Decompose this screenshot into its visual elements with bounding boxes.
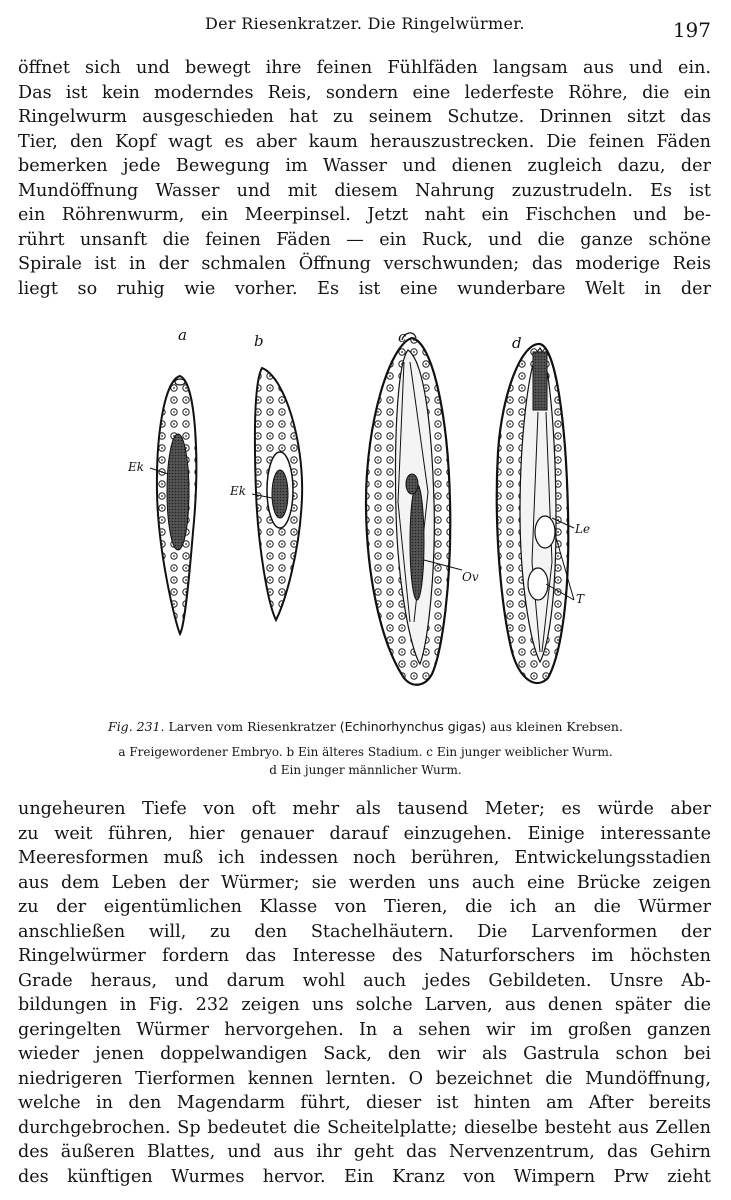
text-line: liegt so ruhig wie vorher. Es ist eine wunderbare Welt in der bbox=[18, 278, 711, 299]
larva-d-drawing bbox=[497, 344, 574, 683]
page-header bbox=[0, 8, 731, 44]
text-line: bemerken jede Bewegung im Wasser und dienen zugleich dazu, der bbox=[18, 156, 711, 176]
page-number: 197 bbox=[672, 18, 711, 42]
caption-title-2: aus kleinen Krebsen. bbox=[490, 719, 623, 734]
caption-title-1: Larven vom Riesenkratzer bbox=[168, 719, 336, 734]
text-line: zu der eigentümlichen Klasse von Tieren, die ich an die Würmer bbox=[18, 897, 711, 917]
text-line: ein Röhrenwurm, ein Meerpinsel. Jetzt naht ein Fischchen und be- bbox=[18, 205, 711, 225]
paragraph-top bbox=[18, 56, 711, 301]
text-line: durchgebrochen. Sp bedeutet die Scheitelplatte; dieselbe besteht aus Zellen bbox=[18, 1117, 711, 1138]
text-line: zu weit führen, hier genauer darauf einzugehen. Einige interessante bbox=[18, 823, 711, 844]
label-ek-a: Ek bbox=[128, 460, 145, 474]
figure-number: Fig. 231. bbox=[108, 719, 165, 734]
text-line: ungeheuren Tiefe von oft mehr als tausend Meter; es würde aber bbox=[18, 799, 711, 819]
figure-231 bbox=[0, 322, 731, 714]
label-t: T bbox=[576, 592, 585, 606]
running-title: Der Riesenkratzer. Die Ringelwürmer. bbox=[205, 14, 525, 33]
caption-legend-line-1: a Freigewordener Embryo. b Ein älteres Stadium. c Ein junger weiblicher Wurm. bbox=[118, 745, 613, 759]
caption-legend-line-2: d Ein junger männlicher Wurm. bbox=[269, 763, 462, 777]
text-line: bildungen in Fig. 232 zeigen uns solche Larven, aus denen später die bbox=[18, 995, 711, 1015]
text-line: Tier, den Kopf wagt es aber kaum herauszustrecken. Die feinen Fäden bbox=[18, 131, 711, 152]
text-line: Das ist kein moderndes Reis, sondern eine lederfeste Röhre, die ein bbox=[18, 82, 711, 103]
panel-label-a: a bbox=[178, 326, 187, 344]
text-line: des äußeren Blattes, und aus ihr geht das Nervenzentrum, das Gehirn bbox=[18, 1142, 711, 1162]
panel-label-b: b bbox=[254, 332, 264, 350]
text-line: wieder jenen doppelwandigen Sack, den wir als Gastrula schon bei bbox=[18, 1044, 711, 1064]
panel-label-d: d bbox=[512, 334, 522, 352]
panel-label-c: c bbox=[398, 328, 407, 346]
figure-caption bbox=[0, 719, 731, 734]
larva-b-drawing bbox=[252, 368, 302, 620]
label-ek-b: Ek bbox=[230, 484, 247, 498]
text-line: Grade heraus, und darum wohl auch jedes Gebildeten. Unsre Ab- bbox=[18, 970, 711, 991]
text-line: rührt unsanft die feinen Fäden — ein Ruck, und die ganze schöne bbox=[18, 229, 711, 250]
label-ov: Ov bbox=[462, 570, 479, 584]
paragraph-bottom bbox=[18, 797, 711, 1189]
text-line: des künftigen Wurmes hervor. Ein Kranz von Wimpern Prw zieht bbox=[18, 1166, 711, 1187]
label-le: Le bbox=[575, 522, 591, 536]
text-line: öffnet sich und bewegt ihre feinen Fühlfäden langsam aus und ein. bbox=[18, 58, 711, 78]
text-line: Mundöffnung Wasser und mit diesem Nahrung zuzustrudeln. Es ist bbox=[18, 180, 711, 201]
text-line: welche in den Magendarm führt, dieser ist hinten am After bereits bbox=[18, 1093, 711, 1113]
text-line: Ringelwurm ausgeschieden hat zu seinem Schutze. Drinnen sitzt das bbox=[18, 107, 711, 127]
larva-a-drawing bbox=[150, 376, 196, 634]
text-line: Spirale ist in der schmalen Öffnung verschwunden; das moderige Reis bbox=[18, 254, 711, 274]
text-line: niedrigeren Tierformen kennen lernten. O bezeichnet die Mundöffnung, bbox=[18, 1068, 711, 1089]
text-line: anschließen will, zu den Stachelhäutern. Die Larvenformen der bbox=[18, 921, 711, 942]
text-line: aus dem Leben der Würmer; sie werden uns auch eine Brücke zeigen bbox=[18, 872, 711, 893]
text-line: Ringelwürmer fordern das Interesse des Naturforschers im höchsten bbox=[18, 946, 711, 966]
text-line: Meeresformen muß ich indessen noch berühren, Entwickelungsstadien bbox=[18, 848, 711, 868]
text-line: geringelten Würmer hervorgehen. In a sehen wir im großen ganzen bbox=[18, 1019, 711, 1040]
figure-illustration bbox=[0, 322, 731, 714]
caption-latin: (Echinorhynchus gigas) bbox=[339, 719, 487, 734]
larva-c-drawing bbox=[366, 333, 462, 685]
